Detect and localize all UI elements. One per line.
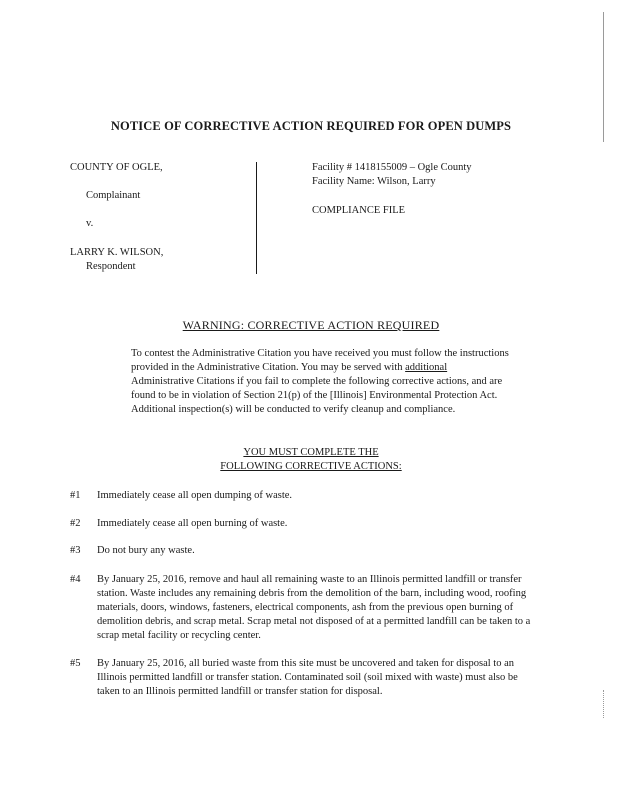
- action-text: Immediately cease all open dumping of waste.: [97, 490, 293, 501]
- versus-label: v.: [86, 218, 94, 229]
- warning-heading: WARNING: CORRECTIVE ACTION REQUIRED: [182, 318, 440, 332]
- action-text: By January 25, 2016, all buried waste from this site must be uncovered and taken for disposal to an Illinois permitted landfill or transfer station. Contaminated soil (soil mixed with waste) must also be taken to an Illinois permitted landfill or transfer station for disposal.: [97, 658, 518, 697]
- scan-edge-tick: [603, 690, 604, 718]
- action-text: Do not bury any waste.: [97, 545, 195, 556]
- caption-divider: [256, 162, 257, 274]
- action-number: #2: [70, 518, 81, 529]
- complainant-label: Complainant: [86, 190, 141, 201]
- action-text: By January 25, 2016, remove and haul all remaining waste to an Illinois permitted landfill or transfer station. Waste includes any remaining debris from the demolition of the barn, including wood, roofing materials, doors, windows, fasteners, electrical components, ash from the previous open burning of demolition debris, and scrap metal. Scrap metal not disposed of at a permitted landfill can be taken to a scrap metal facility or recycling center.: [97, 574, 531, 641]
- warning-text-end: Administrative Citations if you fail to complete the following corrective actions, and are found to be in violation of Section 21(p) of the [Illinois] Environmental Protection Act. Additional inspection(s) will be conducted to verify cleanup and compliance.: [131, 376, 503, 415]
- compliance-file-label: COMPLIANCE FILE: [312, 205, 406, 216]
- respondent-label: Respondent: [86, 261, 136, 272]
- corrective-actions-heading-line1: YOU MUST COMPLETE THE: [243, 447, 379, 458]
- warning-text-start: To contest the Administrative Citation you have received you must follow the instructions provided in the Administrative Citation. You may be served with: [131, 348, 509, 373]
- action-number: #1: [70, 490, 81, 501]
- facility-name: Facility Name: Wilson, Larry: [312, 176, 436, 187]
- action-text: Immediately cease all open burning of waste.: [97, 518, 288, 529]
- corrective-actions-heading-line2: FOLLOWING CORRECTIVE ACTIONS:: [220, 461, 402, 472]
- page-title: NOTICE OF CORRECTIVE ACTION REQUIRED FOR OPEN DUMPS: [110, 119, 512, 133]
- action-number: #4: [70, 574, 81, 585]
- respondent-name: LARRY K. WILSON,: [70, 247, 164, 258]
- action-number: #5: [70, 658, 81, 669]
- facility-number: Facility # 1418155009 – Ogle County: [312, 162, 472, 173]
- warning-emphasis: additional: [405, 362, 448, 373]
- corrective-actions-heading: [0, 446, 622, 474]
- action-number: #3: [70, 545, 81, 556]
- warning-paragraph: [131, 347, 511, 417]
- county-name: COUNTY OF OGLE,: [70, 162, 163, 173]
